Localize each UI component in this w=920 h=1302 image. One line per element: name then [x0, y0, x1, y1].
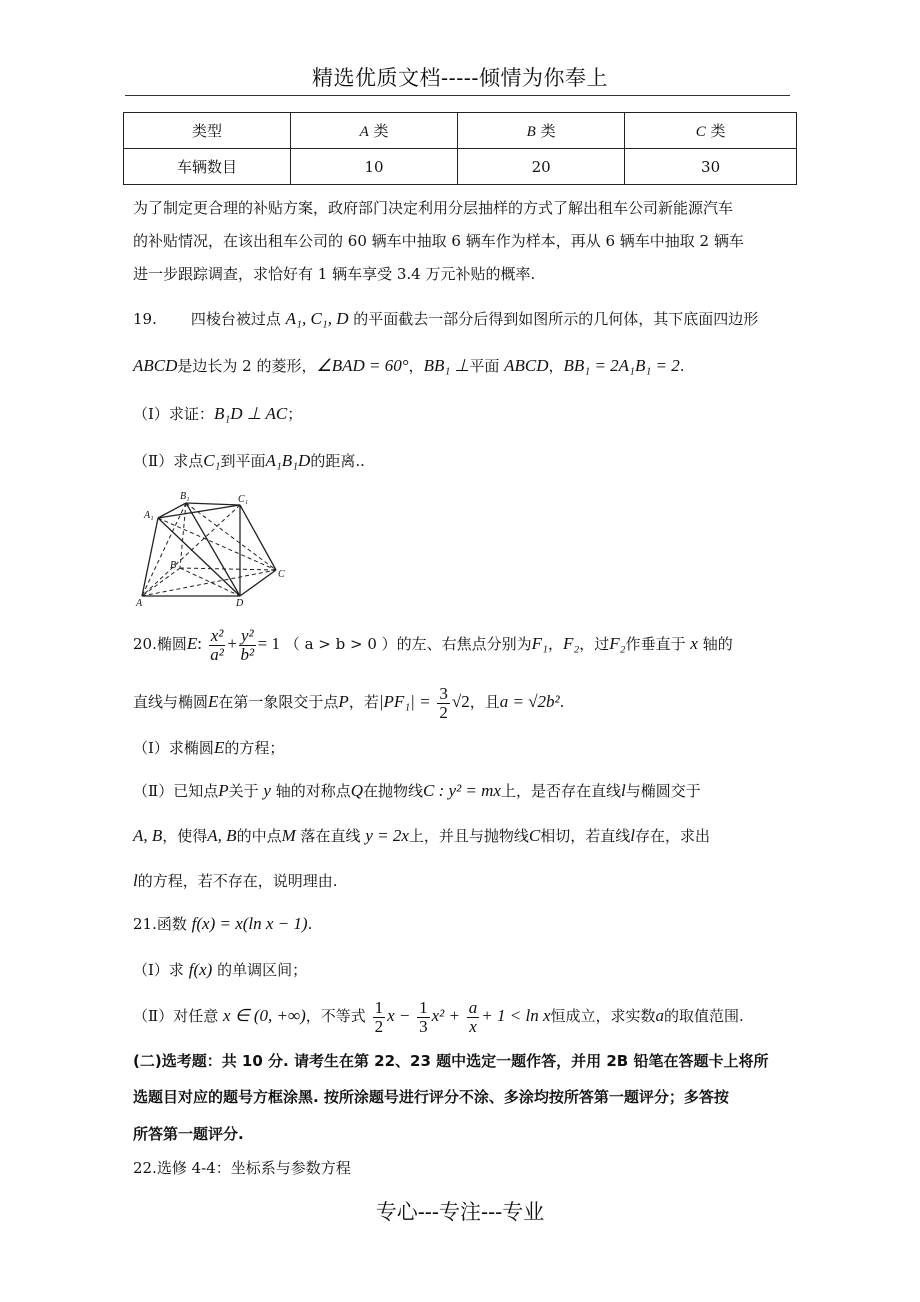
table-row [124, 113, 797, 149]
label-c1: C₁ [238, 494, 249, 505]
table-cell: 30 [625, 149, 797, 185]
q18-text-line3: 进一步跟踪调查，求恰好有 1 辆车享受 3.4 万元补贴的概率. [133, 265, 536, 283]
table-row-label: 车辆数目 [124, 149, 291, 185]
q20-line1: 20.椭圆E: $\frac{\text{x²}}{\text{a²}}$ + $\frac{\text{y²}}{\text{b²}}$ = 1 （ a > b > 0 ）的左、右焦点分别为F₁，F₂，过F₂作垂直于 x 轴的 [133, 625, 733, 664]
q20-part2-line3: l的方程，若不存在，说明理由. [133, 871, 338, 890]
q19-part1: （Ⅰ）求证：B₁D ⊥ AC； [133, 404, 303, 423]
q21-part2: （Ⅱ）对任意 x ∈ (0, +∞)，不等式 $\frac{1}{2}$ x − $\frac{1}{3}$ x² + $\frac{a}{x}$ + 1 < ln x恒成立，求实数a的取值范围. [133, 997, 744, 1036]
label-b1: B₁ [180, 491, 190, 502]
q18-text-line2: 的补贴情况，在该出租车公司的 60 辆车中抽取 6 辆车作为样本，再从 6 辆车中抽取 2 辆车 [133, 232, 744, 250]
section2-line1: (二)选考题：共 10 分. 请考生在第 22、23 题中选定一题作答，并用 2B 铅笔在答题卡上将所 [133, 1052, 769, 1070]
table-header-c: C 类 [625, 113, 797, 149]
page-footer: 专心---专注---专业 [375, 1200, 545, 1224]
q19-line1: 19. 四棱台被过点 A₁, C₁, D 的平面截去一部分后得到如图所示的几何体，其下底面四边形 [133, 309, 759, 328]
table-row [124, 149, 797, 185]
q20-line2: 直线与椭圆E在第一象限交于点P，若|PF₁| = $\frac{3}{2}$ √2，且a = √2b². [133, 683, 565, 722]
table-header-type: 类型 [124, 113, 291, 149]
page-header: 精选优质文档-----倾情为你奉上 [312, 66, 608, 90]
polyhedron-figure [128, 488, 293, 610]
label-b: B [170, 560, 177, 571]
label-c: C [278, 569, 285, 580]
q20-part2: （Ⅱ）已知点P关于 y 轴的对称点Q在抛物线C : y² = mx上，是否存在直线l与椭圆交于 [133, 781, 701, 800]
q21-part1: （Ⅰ）求 f(x) 的单调区间； [133, 960, 308, 979]
q20-part2-line2: A, B，使得A, B的中点M 落在直线 y = 2x上，并且与抛物线C相切，若直线l存在，求出 [133, 826, 711, 845]
section2-line3: 所答第一题评分. [133, 1125, 244, 1143]
label-a: A [136, 598, 143, 609]
q19-line2: ABCD是边长为 2 的菱形，∠BAD = 60°，BB₁ ⊥平面 ABCD，BB₁ = 2A₁B₁ = 2. [133, 356, 685, 375]
vehicle-table [123, 112, 797, 185]
q21-line1: 21.函数 f(x) = x(ln x − 1). [133, 914, 313, 933]
table-cell: 20 [458, 149, 625, 185]
label-d: D [236, 598, 244, 609]
q22-title: 22.选修 4-4：坐标系与参数方程 [133, 1159, 351, 1177]
table-header-b: B 类 [458, 113, 625, 149]
table-cell: 10 [291, 149, 458, 185]
section2-line2: 选题目对应的题号方框涂黑. 按所涂题号进行评分不涂、多涂均按所答第一题评分；多答按 [133, 1088, 729, 1106]
q20-part1: （Ⅰ）求椭圆E的方程； [133, 738, 285, 757]
q18-text-line1: 为了制定更合理的补贴方案，政府部门决定利用分层抽样的方式了解出租车公司新能源汽车 [133, 199, 734, 217]
q19-part2: （Ⅱ）求点C₁到平面A₁B₁D的距离.. [133, 451, 365, 470]
label-a1: A₁ [144, 510, 154, 521]
table-header-a: A 类 [291, 113, 458, 149]
header-rule [125, 95, 790, 96]
